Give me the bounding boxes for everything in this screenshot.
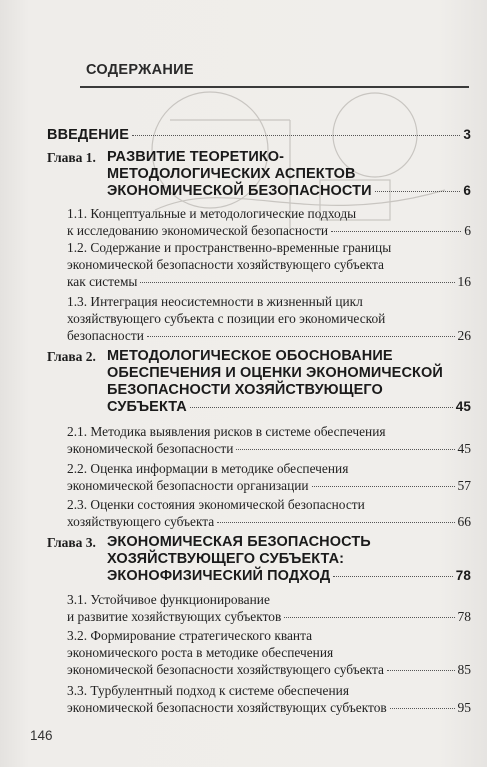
section-title-line: экономической безопасности организации — [67, 478, 309, 493]
chapter-title-line: МЕТОДОЛОГИЧЕСКОЕ ОБОСНОВАНИЕ — [107, 348, 393, 364]
dot-leader — [390, 708, 455, 709]
title-underline — [80, 86, 469, 88]
section-title-line: 2.1. Методика выявления рисков в системе обеспечения — [67, 424, 386, 439]
section-title-line: 1.3. Интеграция неосистемности в жизненный цикл — [67, 294, 363, 309]
chapter-title-line: СУБЪЕКТА — [107, 399, 187, 415]
section-title-line: безопасности — [67, 328, 144, 343]
dot-leader — [331, 231, 461, 232]
chapter-title-line: ЭКОНОМИЧЕСКОЙ БЕЗОПАСНОСТИ — [107, 183, 372, 199]
dot-leader — [284, 617, 454, 618]
toc-page-number: 45 — [457, 441, 471, 456]
section-title-line: экономической безопасности — [67, 441, 234, 456]
section-title-line: и развитие хозяйствующих субъектов — [67, 609, 282, 624]
dot-leader — [190, 407, 453, 408]
toc-page-number: 16 — [457, 274, 471, 289]
section-title-line: хозяйствующего субъекта с позиции его экономической — [67, 311, 386, 326]
section-title-line: как системы — [67, 274, 138, 289]
section-title-line: экономической безопасности хозяйствующих субъектов — [67, 700, 387, 715]
page-folio-number: 146 — [30, 728, 53, 743]
dot-leader — [132, 135, 460, 136]
toc-page-number: 95 — [457, 700, 471, 715]
toc-page-number: 45 — [455, 399, 471, 414]
chapter-title-line: ЭКОНОФИЗИЧЕСКИЙ ПОДХОД — [107, 568, 331, 584]
section-title-line: экономической безопасности хозяйствующего субъекта — [67, 257, 384, 272]
section-title-line: 2.2. Оценка информации в методике обеспечения — [67, 461, 349, 476]
section-title-line: экономического роста в методике обеспечения — [67, 645, 334, 660]
section-title-line: 3.2. Формирование стратегического кванта — [67, 628, 313, 643]
toc-page-number: 6 — [464, 223, 471, 238]
dot-leader — [217, 522, 454, 523]
section-title-line: 3.1. Устойчивое функционирование — [67, 592, 270, 607]
chapter-title-line: ЭКОНОМИЧЕСКАЯ БЕЗОПАСНОСТЬ — [107, 534, 371, 550]
toc-title: СОДЕРЖАНИЕ — [86, 62, 194, 78]
section-title-line: 1.2. Содержание и пространственно-временные границы — [67, 240, 392, 255]
chapter-title-line: РАЗВИТИЕ ТЕОРЕТИКО- — [107, 149, 285, 165]
section-title-line: экономической безопасности хозяйствующего субъекта — [67, 662, 384, 677]
dot-leader — [375, 191, 461, 192]
toc-page-number: 78 — [455, 568, 471, 583]
toc-page-number: 26 — [457, 328, 471, 343]
chapter-title-line: ХОЗЯЙСТВУЮЩЕГО СУБЪЕКТА: — [107, 551, 345, 567]
toc-page-number: 66 — [457, 514, 471, 529]
dot-leader — [312, 486, 455, 487]
dot-leader — [387, 670, 455, 671]
section-title-line: 2.3. Оценки состояния экономической безопасности — [67, 497, 365, 512]
toc-page-number: 57 — [457, 478, 471, 493]
toc-entry-title: ВВЕДЕНИЕ — [47, 127, 129, 143]
section-title-line: к исследованию экономической безопасности — [67, 223, 328, 238]
dot-leader — [147, 336, 455, 337]
toc-page-number: 3 — [463, 127, 471, 142]
chapter-label: Глава 3. — [47, 535, 96, 550]
dot-leader — [236, 449, 454, 450]
toc-page-number: 85 — [457, 662, 471, 677]
section-title-line: 1.1. Концептуальные и методологические подходы — [67, 206, 357, 221]
chapter-title-line: ОБЕСПЕЧЕНИЯ И ОЦЕНКИ ЭКОНОМИЧЕСКОЙ — [107, 365, 443, 381]
chapter-title-line: МЕТОДОЛОГИЧЕСКИХ АСПЕКТОВ — [107, 166, 356, 182]
toc-page-number: 6 — [463, 183, 471, 198]
toc-page-number: 78 — [457, 609, 471, 624]
dot-leader — [333, 576, 452, 577]
section-title-line: хозяйствующего субъекта — [67, 514, 215, 529]
chapter-label: Глава 2. — [47, 349, 96, 364]
chapter-label: Глава 1. — [47, 150, 96, 165]
section-title-line: 3.3. Турбулентный подход к системе обеспечения — [67, 683, 349, 698]
chapter-title-line: БЕЗОПАСНОСТИ ХОЗЯЙСТВУЮЩЕГО — [107, 382, 383, 398]
dot-leader — [140, 282, 454, 283]
